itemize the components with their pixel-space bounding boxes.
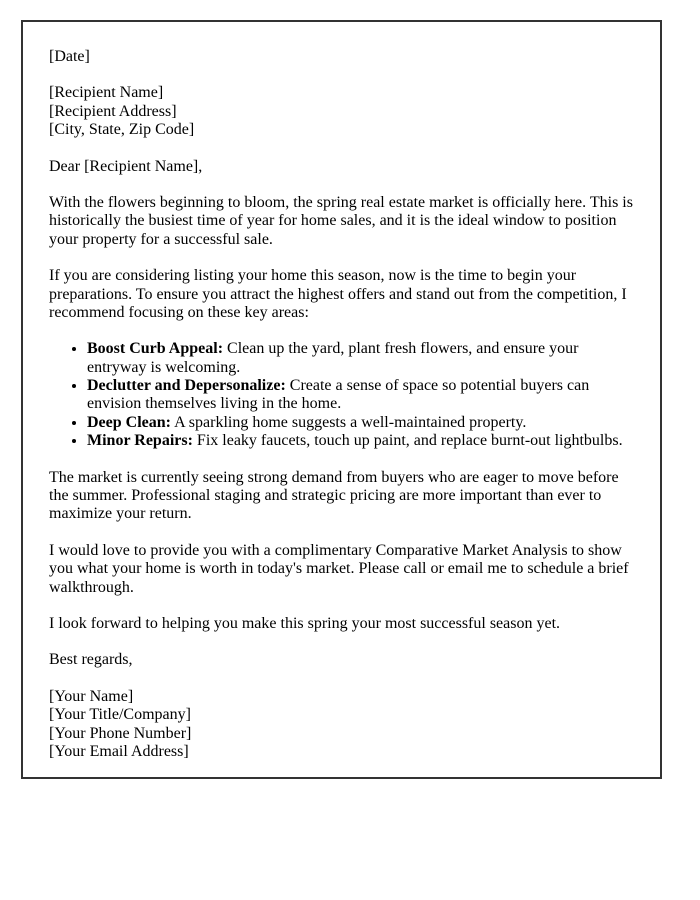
- recipient-city-state-zip-placeholder: [City, State, Zip Code]: [49, 121, 195, 139]
- letter-document: [21, 20, 662, 779]
- date-block: [49, 48, 634, 66]
- bullet-text: Clean up the yard, plant fresh flowers, and ensure your entryway is welcoming.: [87, 340, 579, 376]
- recipient-name-placeholder: [Recipient Name]: [49, 84, 164, 102]
- signature-email-placeholder: [Your Email Address]: [49, 742, 189, 760]
- bullet-label: Declutter and Depersonalize:: [87, 377, 286, 395]
- list-item-boost-curb-appeal: [87, 340, 634, 377]
- bullet-text: A sparkling home suggests a well-maintained property.: [174, 413, 527, 431]
- key-areas-list: [49, 340, 634, 450]
- paragraph-look-forward: I look forward to helping you make this spring your most successful season yet.: [49, 614, 561, 632]
- paragraph-market-demand: The market is currently seeing strong demand from buyers who are eager to move before the summer. Professional staging and strategic pricing are more important than ever to maximize your return.: [49, 468, 619, 523]
- bullet-label: Minor Repairs:: [87, 432, 193, 450]
- paragraph-preparations: If you are considering listing your home this season, now is the time to begin your preparations. To ensure you attract the highest offers and stand out from the competition, I recommend focusing on these key areas:: [49, 267, 627, 321]
- signature-title-company-placeholder: [Your Title/Company]: [49, 706, 191, 724]
- paragraph-spring-market: With the flowers beginning to bloom, the spring real estate market is officially here. This is historically the busiest time of year for home sales, and it is the ideal window to position your property for a successful sale.: [49, 193, 633, 248]
- recipient-block: [49, 84, 634, 139]
- bullet-label: Boost Curb Appeal:: [87, 340, 224, 358]
- list-item-deep-clean: [87, 414, 634, 432]
- signature-name-placeholder: [Your Name]: [49, 687, 134, 705]
- closing: Best regards,: [49, 651, 133, 669]
- date-placeholder: [Date]: [49, 48, 90, 65]
- signature-block: [49, 688, 634, 762]
- bullet-text: Create a sense of space so potential buyers can envision themselves living in the home.: [87, 377, 590, 413]
- paragraph-market-analysis-offer: I would love to provide you with a complimentary Comparative Market Analysis to show you what your home is worth in today's market. Please call or email me to schedule a brief walkthrough.: [49, 541, 629, 596]
- salutation: Dear [Recipient Name],: [49, 157, 203, 175]
- list-item-declutter: [87, 377, 634, 414]
- bullet-label: Deep Clean:: [87, 413, 171, 431]
- recipient-address-placeholder: [Recipient Address]: [49, 102, 177, 120]
- bullet-text: Fix leaky faucets, touch up paint, and replace burnt-out lightbulbs.: [196, 432, 623, 450]
- list-item-minor-repairs: [87, 432, 634, 450]
- signature-phone-placeholder: [Your Phone Number]: [49, 724, 192, 742]
